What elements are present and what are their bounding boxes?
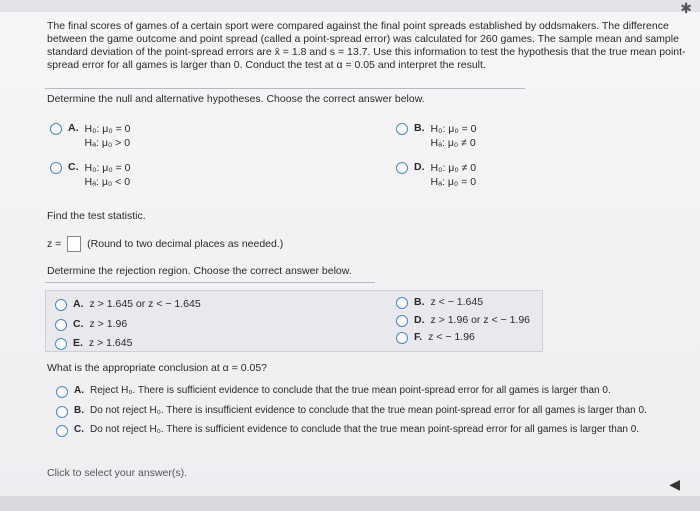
q3-option-b[interactable] [396,296,483,309]
q2-prompt: Find the test statistic. [47,210,146,222]
q1-option-b[interactable] [396,122,477,150]
option-letter: D. [414,314,425,326]
radio-button[interactable] [396,123,408,135]
radio-button[interactable] [50,123,62,135]
option-text: z < − 1.645 [430,296,484,308]
option-letter: D. [414,161,425,173]
null-hypothesis: H₀: μ₀ = 0 [84,162,131,174]
hypotheses [431,122,477,150]
q1-option-a[interactable] [50,122,131,150]
radio-button[interactable] [396,297,408,309]
q3-option-f[interactable] [396,331,475,344]
option-text: z < − 1.96 [428,331,475,343]
radio-button[interactable] [396,315,408,327]
alt-hypothesis: Hₐ: μ₀ ≠ 0 [430,137,476,149]
radio-button[interactable] [56,406,68,418]
rounding-hint: (Round to two decimal places as needed.) [87,237,284,250]
alt-hypothesis: Hₐ: μ₀ < 0 [84,176,131,188]
q1-prompt: Determine the null and alternative hypotheses. Choose the correct answer below. [47,93,425,105]
option-letter: C. [74,424,84,435]
radio-button[interactable] [50,162,62,174]
top-strip [0,0,700,12]
option-letter: F. [414,331,423,343]
q3-option-a[interactable] [55,298,201,311]
q3-option-c[interactable] [55,318,127,331]
radio-button[interactable] [56,386,68,398]
q4-option-b[interactable] [56,405,686,418]
null-hypothesis: H₀: μ₀ ≠ 0 [430,162,477,174]
divider [45,282,375,283]
option-text: z > 1.96 or z < − 1.96 [430,314,531,326]
null-hypothesis: H₀: μ₀ = 0 [84,123,131,135]
radio-button[interactable] [55,299,67,311]
problem-statement: The final scores of games of a certain sport were compared against the final point spreads established by oddsmakers. The difference between the game outcome and point spread (called a point-spread error) was calculated for 260 games. The sample mean and sample standard deviation of the point-spread errors are x̄ = 1.8 and s = 13.7. Use this information to test the hypothesis that the true mean point-spread error for all games is larger than 0. Conduct the test at α = 0.05 and interpret the result. [47,20,686,71]
option-letter: A. [68,122,79,134]
q1-option-c[interactable] [50,161,131,189]
option-text: z > 1.645 [88,337,133,349]
null-hypothesis: H₀: μ₀ = 0 [430,123,477,135]
q3-option-e[interactable] [55,337,132,350]
option-letter: B. [74,405,84,416]
option-letter: B. [414,296,425,308]
option-text: Reject H₀. There is sufficient evidence to conclude that the true mean point-spread error for all games is larger than 0. [90,385,611,396]
radio-button[interactable] [56,425,68,437]
option-letter: C. [68,161,79,173]
option-text: z > 1.645 or z < − 1.645 [89,298,201,310]
option-letter: A. [74,385,84,396]
radio-button[interactable] [396,162,408,174]
q4-option-a[interactable] [56,385,686,398]
divider [45,88,525,89]
radio-button[interactable] [55,338,67,350]
radio-button[interactable] [396,332,408,344]
option-letter: A. [73,298,84,310]
next-arrow-icon[interactable]: ◀ [669,476,680,492]
option-letter: C. [73,318,84,330]
q4-option-c[interactable] [56,424,686,437]
hypotheses [431,161,477,189]
option-letter: E. [73,337,83,349]
click-to-select-hint: Click to select your answer(s). [47,467,188,479]
hypotheses [85,122,131,150]
q1-option-d[interactable] [396,161,476,189]
test-statistic-row [47,236,283,252]
option-text: Do not reject H₀. There is sufficient evidence to conclude that the true mean point-spread error for all games is larger than 0. [90,424,640,435]
alt-hypothesis: Hₐ: μ₀ = 0 [430,176,477,188]
settings-icon[interactable]: ✱ [680,0,692,16]
radio-button[interactable] [55,319,67,331]
hypotheses [85,161,131,189]
z-label: z = [47,237,62,250]
z-answer-input[interactable] [67,236,81,252]
q3-prompt: Determine the rejection region. Choose the correct answer below. [47,265,352,277]
alt-hypothesis: Hₐ: μ₀ > 0 [84,137,131,149]
q3-option-d[interactable] [396,314,530,327]
option-text: Do not reject H₀. There is insufficient evidence to conclude that the true mean point-spread error for all games is larger than 0. [90,405,647,416]
option-letter: B. [414,122,425,134]
option-text: z > 1.96 [89,318,128,330]
q4-prompt: What is the appropriate conclusion at α = 0.05? [47,362,267,374]
bottom-bar [0,496,700,511]
